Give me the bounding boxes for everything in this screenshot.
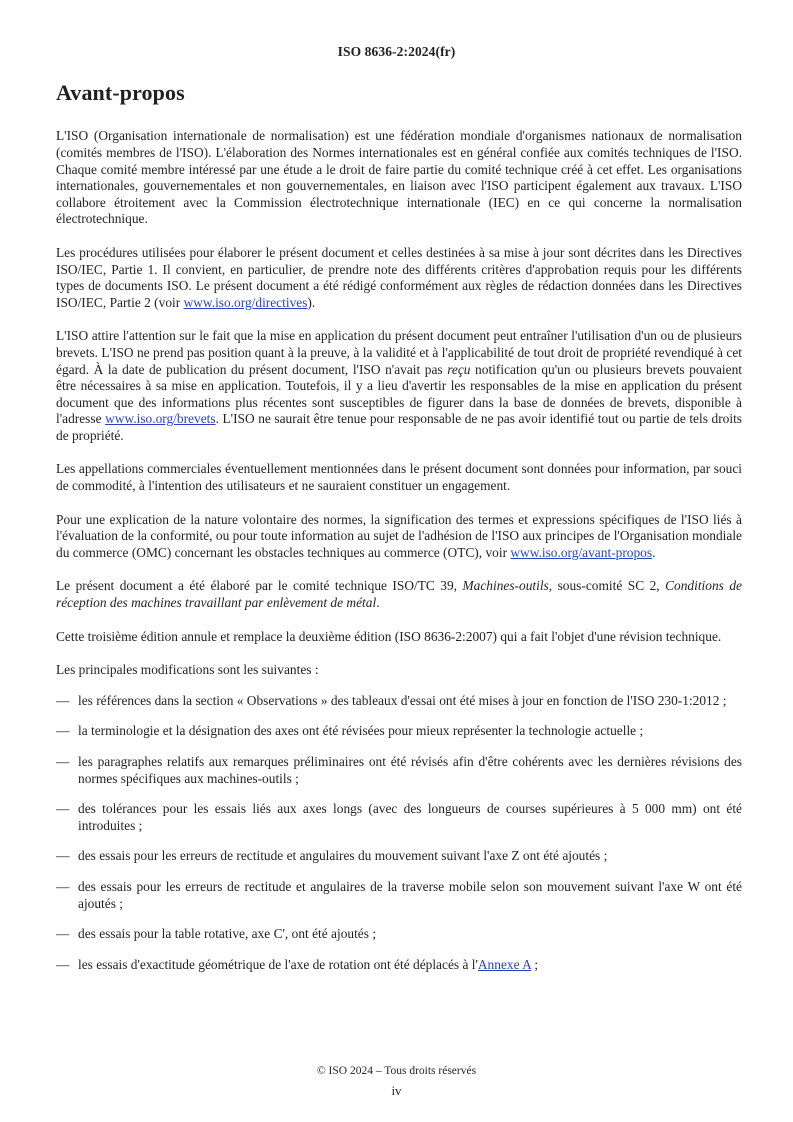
list-item-text-before: les essais d'exactitude géométrique de l'axe de rotation ont été déplacés à l'	[78, 956, 478, 972]
committee-title-sc2: Conditions de réception des machines travaillant par enlèvement de métal	[56, 578, 742, 611]
link-iso-brevets[interactable]: www.iso.org/brevets	[105, 411, 216, 427]
dash-marker-icon: —	[56, 926, 70, 942]
list-item-text: les références dans la section « Observations » des tableaux d'essai ont été mises à jour en fonction de l'ISO 230-1:2012 ;	[78, 692, 727, 708]
list-item	[56, 879, 742, 912]
list-item	[56, 754, 742, 787]
list-item-text: des essais pour les erreurs de rectitude et angulaires du mouvement suivant l'axe Z ont été ajoutés ;	[78, 848, 608, 864]
list-item	[56, 723, 742, 740]
committee-title-tc39: Machines-outils	[462, 578, 549, 594]
dash-marker-icon: —	[56, 754, 70, 770]
dash-marker-icon: —	[56, 801, 70, 817]
paragraph-voluntary-text-before: Pour une explication de la nature volontaire des normes, la signification des termes et expressions spécifiques de l'ISO liés à l'évaluation de la conformité, ou pour toute information au sujet de l'adhésion de l'ISO aux principes de l'Organisation mondiale du commerce (OMC) concernant les obstacles techniques au commerce (OTC), voir	[56, 511, 742, 560]
paragraph-committee-text-after: .	[376, 595, 380, 611]
dash-marker-icon: —	[56, 956, 70, 972]
paragraph-patents-text-before: L'ISO attire l'attention sur le fait que la mise en application du présent document peut entraîner l'utilisation d'un ou de plusieurs brevets. L'ISO ne prend pas position quant à la preuve, à la validité et à l'applicabilité de tout droit de propriété revendiqué à cet égard. À la date de publication du présent document, l'ISO n'avait pas	[56, 328, 742, 377]
list-item	[56, 693, 742, 710]
list-item-annexe	[56, 957, 742, 974]
paragraph-committee	[56, 578, 742, 611]
paragraph-committee-text-middle: , sous-comité SC 2,	[548, 578, 666, 594]
paragraph-patents-text-after: . L'ISO ne saurait être tenue pour responsable de ne pas avoir identifié tout ou partie de tels droits de propriété.	[56, 411, 742, 443]
dash-marker-icon: —	[56, 692, 70, 708]
link-iso-directives[interactable]: www.iso.org/directives	[183, 294, 308, 310]
paragraph-voluntary-nature	[56, 512, 742, 562]
paragraph-edition-note: Cette troisième édition annule et remplace la deuxième édition (ISO 8636-2:2007) qui a fait l'objet d'une révision technique.	[56, 628, 722, 644]
page-footer	[0, 1064, 793, 1098]
paragraph-trade-names: Les appellations commerciales éventuellement mentionnées dans le présent document sont données pour information, par souci de commodité, à l'intention des utilisateurs et ne sauraient constituer un engagement.	[56, 461, 742, 494]
document-body	[56, 80, 742, 973]
list-item-text: les paragraphes relatifs aux remarques préliminaires ont été révisés afin d'être cohérents avec les dernières révisions des normes spécifiques aux machines-outils ;	[78, 754, 742, 786]
dash-marker-icon: —	[56, 723, 70, 739]
paragraph-procedures	[56, 245, 742, 311]
page-number: iv	[391, 1083, 402, 1098]
paragraph-voluntary-text-after: .	[652, 544, 656, 560]
paragraph-patents-text-middle: notification qu'un ou plusieurs brevets pouvaient être nécessaires à sa mise en application. Toutefois, il y a lieu d'avertir les responsables de la mise en application du présent document que des informations plus récentes sont susceptibles de figurer dans la base de données de brevets, disponible à l'adresse	[56, 361, 742, 427]
paragraph-committee-text-before: Le présent document a été élaboré par le comité technique ISO/TC 39,	[56, 578, 463, 594]
link-annexe-a[interactable]: Annexe A	[477, 956, 532, 972]
modifications-list	[56, 693, 742, 974]
page-title: Avant-propos	[56, 80, 185, 105]
running-head: ISO 8636-2:2024(fr)	[337, 44, 456, 59]
list-item-text: des essais pour les erreurs de rectitude et angulaires de la traverse mobile selon son mouvement suivant l'axe W ont été ajoutés ;	[78, 878, 742, 911]
copyright-notice: © ISO 2024 – Tous droits réservés	[316, 1065, 477, 1077]
paragraph-iso-definition: L'ISO (Organisation internationale de normalisation) est une fédération mondiale d'organismes nationaux de normalisation (comités membres de l'ISO). L'élaboration des Normes internationales est en général confiée aux comités techniques de l'ISO. Chaque comité membre intéressé par une étude a le droit de faire partie du comité technique créé à cet effet. Les organisations internationales, gouvernementales et non gouvernementales, en liaison avec l'ISO participent également aux travaux. L'ISO collabore étroitement avec la Commission électrotechnique internationale (IEC) en ce qui concerne la normalisation électrotechnique.	[56, 128, 742, 227]
paragraph-patents-emphasis: reçu	[447, 361, 471, 377]
dash-marker-icon: —	[56, 878, 70, 894]
modifications-intro: Les principales modifications sont les suivantes :	[56, 662, 319, 678]
list-item-text-after: ;	[531, 956, 539, 972]
link-iso-avant-propos[interactable]: www.iso.org/avant-propos	[510, 544, 653, 560]
list-item-text: la terminologie et la désignation des axes ont été révisées pour mieux représenter la technologie actuelle ;	[78, 723, 644, 739]
list-item	[56, 848, 742, 865]
list-item-text: des essais pour la table rotative, axe C', ont été ajoutés ;	[78, 926, 377, 942]
paragraph-patents	[56, 328, 742, 444]
list-item-text: des tolérances pour les essais liés aux axes longs (avec des longueurs de courses supérieures à 5 000 mm) ont été introduites ;	[78, 801, 742, 833]
paragraph-procedures-text-before: Les procédures utilisées pour élaborer le présent document et celles destinées à sa mise à jour sont décrites dans les Directives ISO/IEC, Partie 1. Il convient, en particulier, de prendre note des différents critères d'approbation requis pour les différents types de documents ISO. Le présent document a été rédigé conformément aux règles de rédaction données dans les Directives ISO/IEC, Partie 2 (voir	[56, 244, 742, 310]
list-item	[56, 801, 742, 834]
paragraph-procedures-text-after: ).	[307, 294, 316, 310]
dash-marker-icon: —	[56, 848, 70, 864]
list-item	[56, 926, 742, 943]
